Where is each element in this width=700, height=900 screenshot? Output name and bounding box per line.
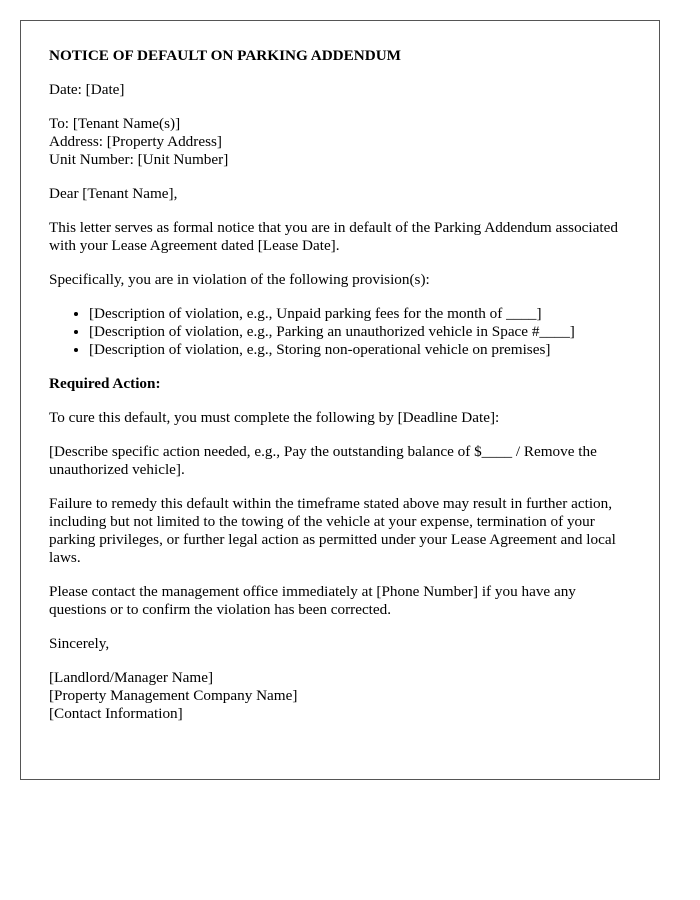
intro-paragraph: This letter serves as formal notice that you are in default of the Parking Addendum associated with your Lease Agreement dated [Lease Date]. (49, 219, 618, 254)
violation-list (49, 305, 631, 359)
letter-page (20, 20, 660, 780)
recipient-address: Address: [Property Address] (49, 133, 222, 150)
contact-paragraph: Please contact the management office immediately at [Phone Number] if you have any questions or to confirm the violation has been corrected. (49, 583, 576, 618)
violation-item: • [Description of violation, e.g., Parking an unauthorized vehicle in Space #____] (89, 323, 631, 341)
recipient-block (49, 115, 631, 169)
violation-item: • [Description of violation, e.g., Unpaid parking fees for the month of ____] (89, 305, 631, 323)
recipient-to: To: [Tenant Name(s)] (49, 115, 181, 132)
action-detail: [Describe specific action needed, e.g., Pay the outstanding balance of $____ / Remove the unauthorized vehicle]. (49, 443, 597, 478)
closing: Sincerely, (49, 635, 110, 652)
date-line: Date: [Date] (49, 81, 125, 98)
violation-intro: Specifically, you are in violation of the following provision(s): (49, 271, 430, 288)
violation-item: • [Description of violation, e.g., Storing non-operational vehicle on premises] (89, 341, 631, 359)
document-title: NOTICE OF DEFAULT ON PARKING ADDENDUM (49, 47, 402, 64)
salutation: Dear [Tenant Name], (49, 185, 178, 202)
consequences-paragraph: Failure to remedy this default within the timeframe stated above may result in further action, including but not limited to the towing of the vehicle at your expense, termination of your parking privileges, or further legal action as permitted under your Lease Agreement and local laws. (49, 495, 616, 566)
signature-contact-info: [Contact Information] (49, 705, 183, 722)
signature-block (49, 669, 631, 723)
cure-statement: To cure this default, you must complete the following by [Deadline Date]: (49, 409, 500, 426)
signature-company: [Property Management Company Name] (49, 687, 298, 704)
required-action-heading: Required Action: (49, 375, 161, 392)
signature-name: [Landlord/Manager Name] (49, 669, 214, 686)
recipient-unit: Unit Number: [Unit Number] (49, 151, 229, 168)
